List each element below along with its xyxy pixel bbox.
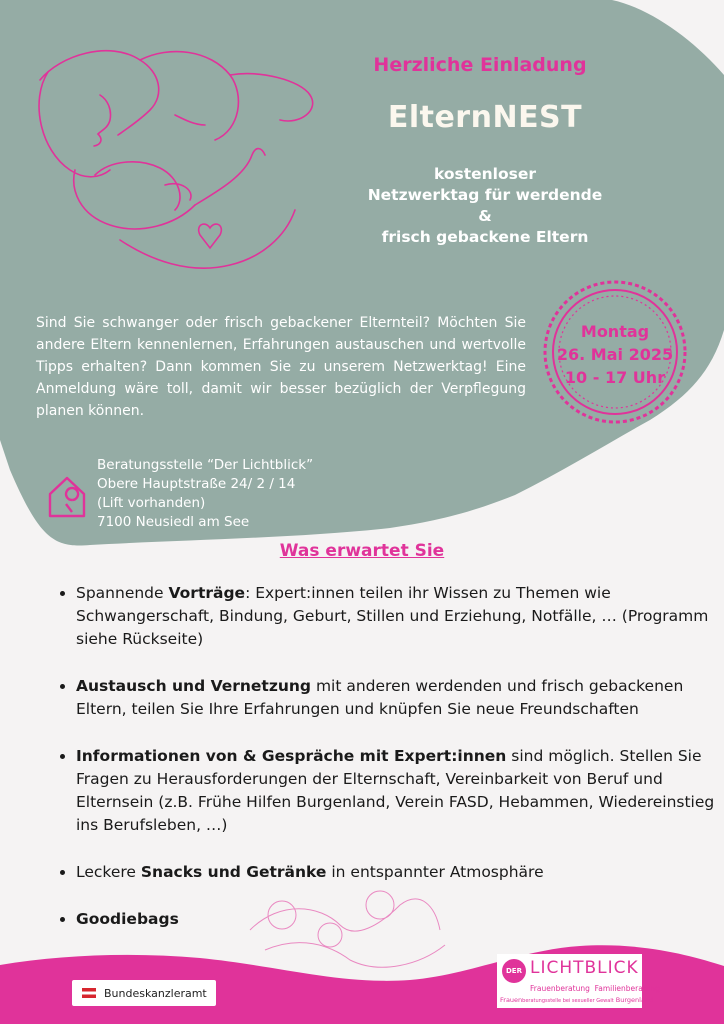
stamp-day: Montag — [580, 322, 650, 341]
stamp-date: 26. Mai 2025 — [556, 345, 674, 364]
section-heading-wrap — [0, 541, 724, 561]
intro-paragraph: Sind Sie schwanger oder frisch gebackener Elternteil? Möchten Sie andere Eltern kennenlernen, Erfahrungen austauschen und wertvolle Tipps erhalten? Dann kommen Sie zu unserem Netzwerktag! Eine Anmeldung wäre toll, damit wir besser bezüglich der Verpflegung planen können. — [36, 315, 526, 419]
list-item: • Leckere Snacks und Getränke in entspannter Atmosphäre — [76, 861, 724, 884]
bundeskanzleramt-logo — [72, 980, 216, 1006]
address-line: Obere Hauptstraße 24/ 2 / 14 — [97, 476, 296, 492]
address-block — [97, 456, 313, 532]
list-item: • Goodiebags — [76, 908, 724, 931]
stamp-time: 10 - 17 Uhr — [564, 368, 666, 387]
subtitle-line: Netzwerktag für werdende — [367, 186, 603, 204]
date-stamp-text — [545, 320, 685, 389]
subtitle-line: kostenloser — [433, 165, 537, 183]
list-item: • Austausch und Vernetzung mit anderen werdenden und frisch gebackenen Eltern, teilen Sie Ihre Erfahrungen und knüpfen Sie neue Freundschaften — [76, 675, 724, 721]
section-heading: Was erwartet Sie — [279, 541, 445, 561]
subtitle-line: & — [478, 207, 492, 225]
event-subtitle — [330, 164, 640, 248]
event-title: ElternNEST — [387, 100, 583, 135]
list-item: • Spannende Vorträge: Expert:innen teilen ihr Wissen zu Themen wie Schwangerschaft, Bindung, Geburt, Stillen und Erziehung, Notfälle, … (Programm siehe Rückseite) — [76, 582, 724, 651]
lichtblick-subline: Frauenberatungsstelle bei sexueller Gewalt Burgenland — [500, 996, 654, 1004]
address-line: 7100 Neusiedl am See — [97, 514, 250, 530]
austria-flag-icon — [82, 988, 96, 998]
address-line: (Lift vorhanden) — [97, 495, 206, 511]
lichtblick-name: LICHTBLICK — [530, 958, 639, 978]
expectations-list — [38, 582, 724, 955]
lichtblick-logo — [497, 954, 661, 1008]
subtitle-line: frisch gebackene Eltern — [381, 228, 589, 246]
invitation-heading: Herzliche Einladung — [373, 54, 587, 76]
address-line: Beratungsstelle “Der Lichtblick” — [97, 457, 314, 473]
lichtblick-services-row: Frauenberatung Familienberatung — [530, 984, 661, 993]
bundeskanzleramt-label: Bundeskanzleramt — [104, 986, 207, 1000]
list-item: • Informationen von & Gespräche mit Expert:innen sind möglich. Stellen Sie Fragen zu Herausforderungen der Elternschaft, Vereinbarkeit von Beruf und Elternsein (z.B. Frühe Hilfen Burgenland, Verein FASD, Hebammen, Wiedereinstieg ins Berufsleben, …) — [76, 745, 724, 837]
lichtblick-badge: DER — [502, 959, 526, 983]
